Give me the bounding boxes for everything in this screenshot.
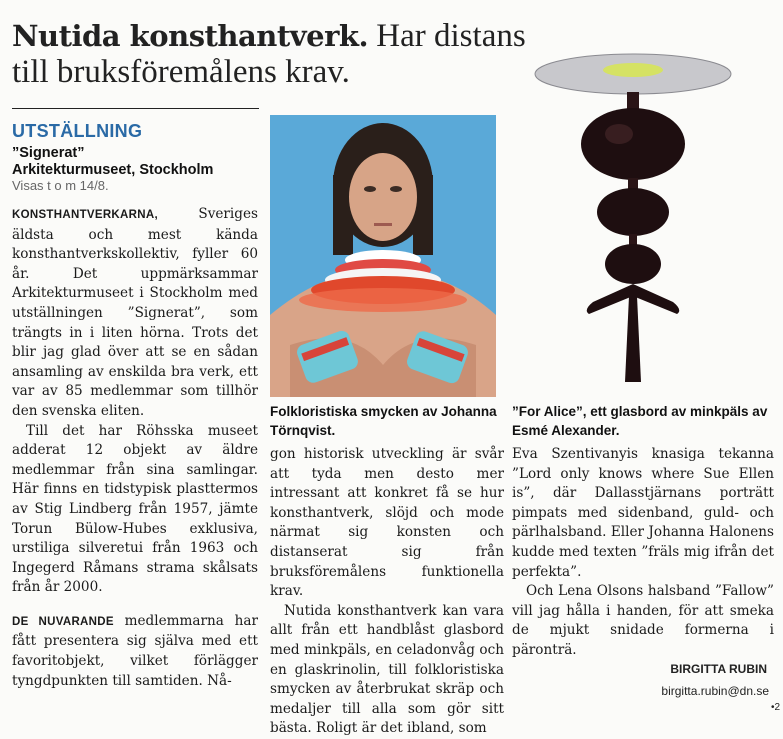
body-column-3: [512, 445, 774, 661]
paragraph: Nutida konsthantverk kan vara allt från ett handblåst glasbord med minkpäls, en celadonvåg och en glaskrinolin, till folkloristiska smycken av återbrukat skräp och medaljer till alla som gör sitt bästa. Roligt är det ibland, som: [270, 602, 504, 737]
paragraph-lead: DE NUVARANDE: [12, 615, 114, 628]
paragraph: [12, 205, 258, 422]
paragraph: gon historisk utveckling är svår att tyda men desto mer intressant att konkret få se hur konsthantverk, slöjd och mode närmat sig konsten och distanserat sig från bruksföremålens funktionella krav.: [270, 446, 504, 600]
portrait-photo: [270, 115, 496, 397]
glass-table-photo: [533, 52, 733, 392]
photo-caption: Folkloristiska smycken av Johanna Törnqvist.: [270, 404, 497, 438]
body-column-2: [270, 445, 504, 739]
glass-table-illustration: [533, 52, 733, 392]
paragraph-text: Sveriges äldsta och mest kända konsthantverkskollektiv, fyller 60 år. Det uppmärksammar Arkitekturmuseet i Stockholm med utställningen ”Signerat”, som trängts in i liten hörna. Trots det blir jag glad över att se en sådan ansamling av enskilda bra verk, ett var av 85 medlemmar som tillhör den svenska eliten.: [12, 206, 258, 419]
exhibition-venue: Arkitekturmuseet, Stockholm: [12, 162, 214, 178]
body-column-1: [12, 205, 258, 691]
portrait-photo-illustration: [270, 115, 496, 397]
byline-name: BIRGITTA RUBIN: [670, 662, 767, 676]
paragraph: Och Lena Olsons halsband ”Fallow” vill jag hålla i handen, för att smeka de mjukt snidade formerna i päronträ.: [512, 583, 774, 658]
page-number: •2: [770, 702, 780, 713]
paragraph: [12, 612, 258, 691]
section-kicker: UTSTÄLLNING: [12, 121, 143, 141]
headline-bold: Nutida konsthantverk.: [12, 19, 369, 53]
headline: [12, 18, 532, 90]
paragraph-text: medlemmarna har fått presentera sig själva med ett favoritobjekt, vilket förlägger tyngdpunkten till samtiden. Nå-: [12, 612, 258, 689]
headline-rest: Har distans till bruksföremålens krav.: [12, 18, 526, 90]
paragraph-lead: KONSTHANTVERKARNA,: [12, 209, 158, 221]
exhibition-title: ”Signerat”: [12, 145, 85, 161]
paragraph: Eva Szentivanyis knasiga tekanna ”Lord only knows where Sue Ellen is”, där Dallasstjärnans porträtt pimpats med sidenband, guld- och pärlhalsband. Eller Johanna Halonens kudde med texten ”fräls mig ifrån det perfekta”.: [512, 446, 774, 580]
paragraph: Till det har Röhsska museet adderat 12 objekt av äldre medlemmar från sina samlingar. Här finns en tidstypisk plasttermos av Stig Lindberg från 1957, jämte Torun Bülow-Hubes exklusiva, urstiliga silveretui från 1963 och Ingegerd Råmans strama skålsats från år 2000.: [12, 422, 258, 596]
divider: [12, 108, 259, 109]
byline-email[interactable]: birgitta.rubin@dn.se: [661, 684, 769, 698]
table-caption: ”For Alice”, ett glasbord av minkpäls av Esmé Alexander.: [512, 404, 768, 438]
exhibition-info: [12, 145, 213, 179]
exhibition-dates: Visas t o m 14/8.: [12, 178, 109, 193]
